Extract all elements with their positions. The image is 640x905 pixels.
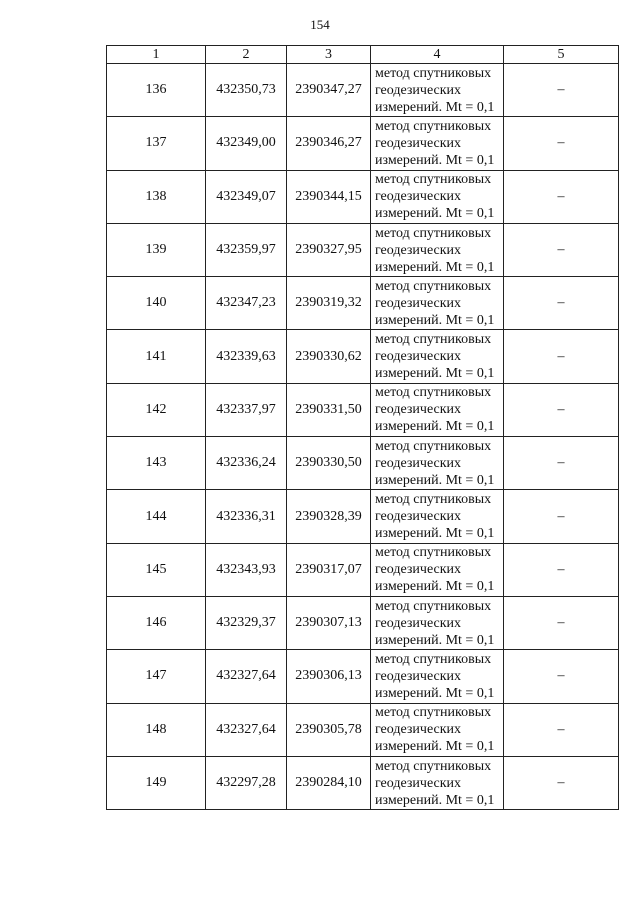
y-coordinate-cell: 2390330,62 <box>287 330 371 383</box>
x-coordinate-cell: 432349,07 <box>206 170 287 223</box>
y-coordinate-cell: 2390319,32 <box>287 277 371 330</box>
method-line: измерений. Mt = 0,1 <box>375 312 495 328</box>
note-cell: – <box>504 330 619 383</box>
y-coordinate-cell: 2390307,13 <box>287 596 371 649</box>
point-number-cell: 149 <box>107 756 206 809</box>
point-number-cell: 146 <box>107 596 206 649</box>
y-coordinate-cell: 2390305,78 <box>287 703 371 756</box>
x-coordinate-cell: 432336,24 <box>206 437 287 490</box>
x-coordinate-cell: 432359,97 <box>206 223 287 276</box>
method-cell <box>371 330 504 383</box>
method-cell <box>371 277 504 330</box>
method-line: измерений. Mt = 0,1 <box>375 472 495 488</box>
method-cell <box>371 543 504 596</box>
method-cell <box>371 650 504 703</box>
method-line: метод спутниковых <box>375 438 492 454</box>
y-coordinate-cell: 2390327,95 <box>287 223 371 276</box>
y-coordinate-cell: 2390317,07 <box>287 543 371 596</box>
method-line: метод спутниковых <box>375 172 492 188</box>
point-number-cell: 143 <box>107 437 206 490</box>
method-cell <box>371 437 504 490</box>
method-line: измерений. Mt = 0,1 <box>375 579 495 595</box>
table-row <box>107 330 619 383</box>
note-cell: – <box>504 117 619 170</box>
note-cell: – <box>504 543 619 596</box>
method-cell <box>371 223 504 276</box>
coordinates-table <box>106 45 619 810</box>
point-number-cell: 138 <box>107 170 206 223</box>
method-line: измерений. Mt = 0,1 <box>375 632 495 648</box>
method-line: геодезических <box>375 349 462 365</box>
method-cell <box>371 596 504 649</box>
note-cell: – <box>504 650 619 703</box>
point-number-cell: 148 <box>107 703 206 756</box>
point-number-cell: 147 <box>107 650 206 703</box>
table-row <box>107 383 619 436</box>
x-coordinate-cell: 432349,00 <box>206 117 287 170</box>
table-row <box>107 437 619 490</box>
x-coordinate-cell: 432327,64 <box>206 650 287 703</box>
column-header: 2 <box>206 46 287 64</box>
page-number: 154 <box>310 17 330 32</box>
x-coordinate-cell: 432350,73 <box>206 64 287 117</box>
method-line: измерений. Mt = 0,1 <box>375 99 495 115</box>
y-coordinate-cell: 2390330,50 <box>287 437 371 490</box>
method-line: геодезических <box>375 722 462 738</box>
column-header: 1 <box>107 46 206 64</box>
method-line: метод спутниковых <box>375 705 492 721</box>
x-coordinate-cell: 432336,31 <box>206 490 287 543</box>
note-cell: – <box>504 490 619 543</box>
method-cell <box>371 117 504 170</box>
method-line: метод спутниковых <box>375 332 492 348</box>
method-cell <box>371 383 504 436</box>
method-cell <box>371 170 504 223</box>
y-coordinate-cell: 2390344,15 <box>287 170 371 223</box>
table-row <box>107 277 619 330</box>
note-cell: – <box>504 383 619 436</box>
method-line: измерений. Mt = 0,1 <box>375 206 495 222</box>
point-number-cell: 140 <box>107 277 206 330</box>
note-cell: – <box>504 703 619 756</box>
note-cell: – <box>504 596 619 649</box>
note-cell: – <box>504 437 619 490</box>
x-coordinate-cell: 432343,93 <box>206 543 287 596</box>
method-line: геодезических <box>375 82 462 98</box>
method-line: измерений. Mt = 0,1 <box>375 739 495 755</box>
method-line: геодезических <box>375 562 462 578</box>
method-line: метод спутниковых <box>375 758 492 774</box>
method-line: геодезических <box>375 668 462 684</box>
method-cell <box>371 703 504 756</box>
column-header: 5 <box>504 46 619 64</box>
point-number-cell: 142 <box>107 383 206 436</box>
point-number-cell: 139 <box>107 223 206 276</box>
table-row <box>107 117 619 170</box>
method-line: метод спутниковых <box>375 65 492 81</box>
method-line: геодезических <box>375 615 462 631</box>
table-row <box>107 756 619 809</box>
method-line: измерений. Mt = 0,1 <box>375 792 495 808</box>
point-number-cell: 144 <box>107 490 206 543</box>
method-line: метод спутниковых <box>375 651 492 667</box>
method-line: метод спутниковых <box>375 598 492 614</box>
point-number-cell: 137 <box>107 117 206 170</box>
x-coordinate-cell: 432297,28 <box>206 756 287 809</box>
y-coordinate-cell: 2390346,27 <box>287 117 371 170</box>
y-coordinate-cell: 2390331,50 <box>287 383 371 436</box>
table-header-row <box>107 46 619 64</box>
method-line: геодезических <box>375 295 462 311</box>
column-header: 3 <box>287 46 371 64</box>
method-line: геодезических <box>375 135 462 151</box>
method-line: измерений. Mt = 0,1 <box>375 259 495 275</box>
y-coordinate-cell: 2390347,27 <box>287 64 371 117</box>
method-line: метод спутниковых <box>375 545 492 561</box>
x-coordinate-cell: 432337,97 <box>206 383 287 436</box>
y-coordinate-cell: 2390306,13 <box>287 650 371 703</box>
method-line: измерений. Mt = 0,1 <box>375 152 495 168</box>
note-cell: – <box>504 756 619 809</box>
method-line: измерений. Mt = 0,1 <box>375 419 495 435</box>
x-coordinate-cell: 432339,63 <box>206 330 287 383</box>
method-line: измерений. Mt = 0,1 <box>375 526 495 542</box>
table-row <box>107 64 619 117</box>
table-row <box>107 170 619 223</box>
method-line: метод спутниковых <box>375 225 492 241</box>
note-cell: – <box>504 277 619 330</box>
table-row <box>107 650 619 703</box>
table-row <box>107 596 619 649</box>
column-header: 4 <box>371 46 504 64</box>
table-row <box>107 490 619 543</box>
point-number-cell: 145 <box>107 543 206 596</box>
y-coordinate-cell: 2390284,10 <box>287 756 371 809</box>
method-line: метод спутниковых <box>375 385 492 401</box>
point-number-cell: 136 <box>107 64 206 117</box>
method-line: геодезических <box>375 775 462 791</box>
note-cell: – <box>504 64 619 117</box>
table-row <box>107 223 619 276</box>
method-line: метод спутниковых <box>375 278 492 294</box>
method-cell <box>371 64 504 117</box>
method-line: геодезических <box>375 509 462 525</box>
method-line: метод спутниковых <box>375 492 492 508</box>
x-coordinate-cell: 432329,37 <box>206 596 287 649</box>
method-cell <box>371 490 504 543</box>
y-coordinate-cell: 2390328,39 <box>287 490 371 543</box>
note-cell: – <box>504 223 619 276</box>
x-coordinate-cell: 432327,64 <box>206 703 287 756</box>
table-row <box>107 543 619 596</box>
method-line: геодезических <box>375 189 462 205</box>
method-line: геодезических <box>375 455 462 471</box>
method-line: метод спутниковых <box>375 118 492 134</box>
x-coordinate-cell: 432347,23 <box>206 277 287 330</box>
point-number-cell: 141 <box>107 330 206 383</box>
method-line: геодезических <box>375 242 462 258</box>
method-line: измерений. Mt = 0,1 <box>375 366 495 382</box>
method-line: геодезических <box>375 402 462 418</box>
method-cell <box>371 756 504 809</box>
table-body <box>107 64 619 810</box>
method-line: измерений. Mt = 0,1 <box>375 685 495 701</box>
table-row <box>107 703 619 756</box>
note-cell: – <box>504 170 619 223</box>
